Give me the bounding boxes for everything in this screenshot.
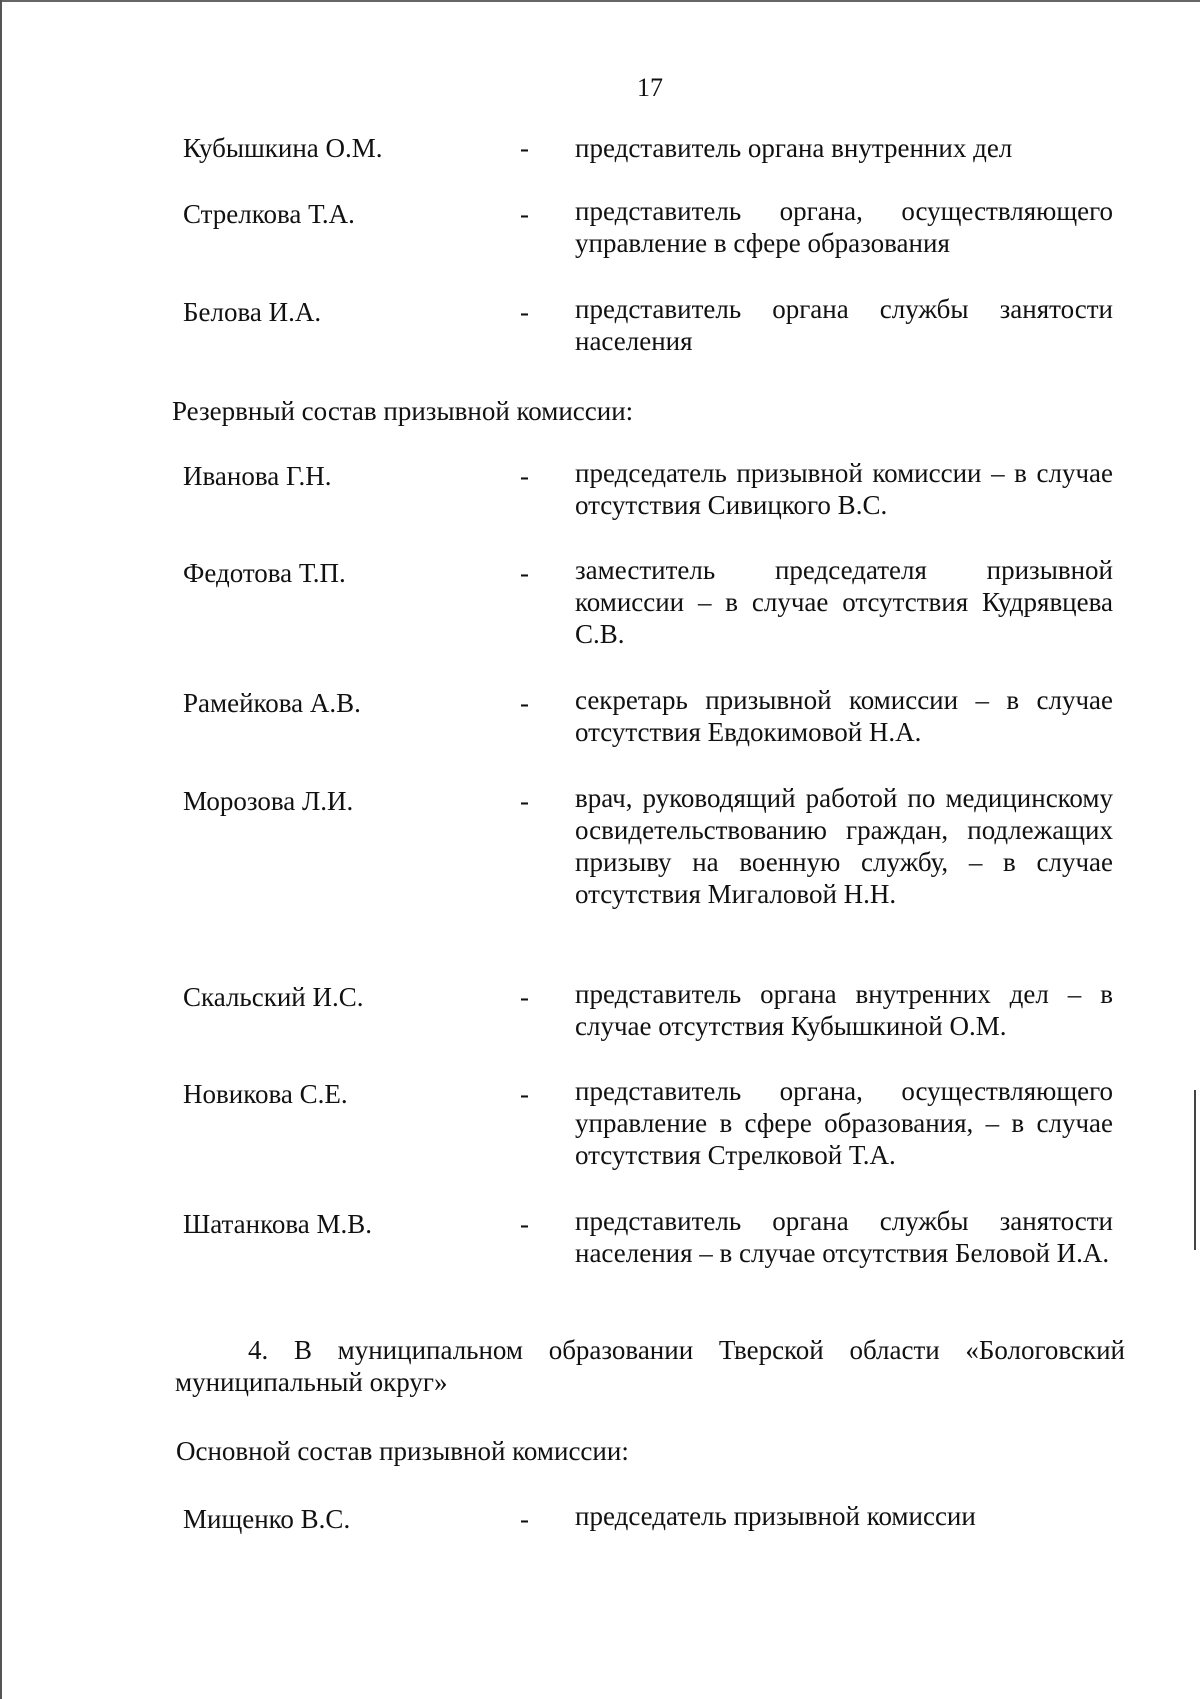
member-role: представитель органа службы занятости населения – в случае отсутствия Беловой И.А. <box>575 1206 1113 1268</box>
member-dash: - <box>520 786 529 816</box>
member-name: Мищенко В.С. <box>183 1504 351 1534</box>
member-name: Кубышкина О.М. <box>183 133 383 163</box>
member-role: заместитель председателя призывной комиссии – в случае отсутствия Кудрявцева С.В. <box>575 555 1113 649</box>
member-dash: - <box>520 297 529 327</box>
member-name: Новикова С.Е. <box>183 1079 348 1109</box>
scan-edge-left <box>0 0 2 1699</box>
member-role: представитель органа службы занятости населения <box>575 294 1113 356</box>
section-4-paragraph: 4. В муниципальном образовании Тверской области «Бологовский муниципальный округ» <box>175 1335 1125 1397</box>
member-role: представитель органа, осуществляющего управление в сфере образования, – в случае отсутствия Стрелковой Т.А. <box>575 1076 1113 1170</box>
member-name: Иванова Г.Н. <box>183 461 332 491</box>
member-dash: - <box>520 1209 529 1239</box>
reserve-heading: Резервный состав призывной комиссии: <box>172 396 634 426</box>
member-role: председатель призывной комиссии – в случае отсутствия Сивицкого В.С. <box>575 458 1113 520</box>
member-role: врач, руководящий работой по медицинскому освидетельствованию граждан, подлежащих призыву на военную службу, – в случае отсутствия Мигаловой Н.Н. <box>575 783 1113 909</box>
member-dash: - <box>520 1504 529 1534</box>
member-name: Скальский И.С. <box>183 982 364 1012</box>
member-dash: - <box>520 688 529 718</box>
member-dash: - <box>520 461 529 491</box>
member-role: представитель органа внутренних дел – в случае отсутствия Кубышкиной О.М. <box>575 979 1113 1041</box>
member-name: Стрелкова Т.А. <box>183 199 355 229</box>
member-dash: - <box>520 558 529 588</box>
member-name: Шатанкова М.В. <box>183 1209 372 1239</box>
scan-edge-right <box>1194 1090 1196 1250</box>
scan-edge-top <box>0 0 1200 2</box>
member-name: Федотова Т.П. <box>183 558 346 588</box>
main-heading: Основной состав призывной комиссии: <box>176 1436 629 1466</box>
member-dash: - <box>520 982 529 1012</box>
member-role: председатель призывной комиссии <box>575 1501 976 1531</box>
member-role: секретарь призывной комиссии – в случае отсутствия Евдокимовой Н.А. <box>575 685 1113 747</box>
page-number: 17 <box>637 73 663 102</box>
member-role: представитель органа, осуществляющего управление в сфере образования <box>575 196 1113 258</box>
member-name: Белова И.А. <box>183 297 322 327</box>
member-dash: - <box>520 133 529 163</box>
member-dash: - <box>520 1079 529 1109</box>
member-name: Рамейкова А.В. <box>183 688 361 718</box>
member-name: Морозова Л.И. <box>183 786 354 816</box>
member-dash: - <box>520 199 529 229</box>
member-role: представитель органа внутренних дел <box>575 133 1013 163</box>
